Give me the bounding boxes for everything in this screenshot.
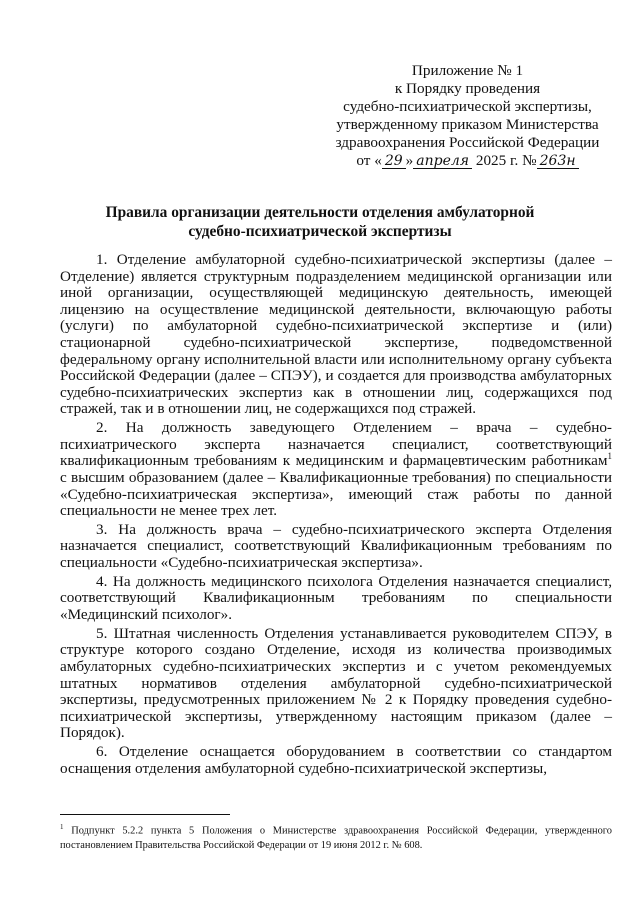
document-title [60,203,580,241]
date-mid: » [405,152,414,169]
appendix-reference-line5: здравоохранения Российской Федерации [335,134,600,151]
footnote-marker: 1 [60,823,64,831]
paragraph-1: 1. Отделение амбулаторной судебно-психиатрической экспертизы (далее – Отделение) является структурным подразделением медицинской организации или иной организации, осуществляющей медицинскую деятельность, имеющей лицензию на осуществление медицинской деятельности, включающую работы (услуги) по амбулаторной судебно-психиатрической экспертизе и (или) стационарной судебно-психиатрической экспертизе, подведомственной федеральному органу исполнительной власти или исполнительному органу субъекта Российской Федерации (далее – СПЭУ), и создается для производства амбулаторных судебно-психиатрических экспертиз как в отношении лиц, содержащихся под стражей, так и в отношении лиц, не содержащихся под стражей. [60,251,612,418]
appendix-reference-line4: утвержденному приказом Министерства [336,116,599,133]
footnote-reference: 1 [607,451,612,462]
handwritten-day: 29 [382,154,406,169]
footnote-text: Подпункт 5.2.2 пункта 5 Положения о Министерстве здравоохранения Российской Федерации, утвержденного постановлением Правительства Российской Федерации от 19 июня 2012 г. № 608. [60,825,612,852]
appendix-reference: к Порядку проведения [394,80,541,97]
paragraph-6: 6. Отделение оснащается оборудованием в соответствии со стандартом оснащения отделения амбулаторной судебно-психиатрической экспертизы, [60,743,612,777]
date-year: 2025 г. № [475,152,537,169]
handwritten-month: апреля [413,154,472,169]
appendix-reference-line3: судебно-психиатрической экспертизы, [343,98,592,115]
paragraph-2 [60,420,612,520]
date-prefix: от « [356,152,382,169]
handwritten-order-number: 263н [537,154,579,169]
paragraph-2-text-end: с высшим образованием (далее – Квалификационные требования) по специальности «Судебно-психиатрическая экспертиза», имеющий стаж работы по данной специальности не менее трех лет. [60,468,612,520]
footnote [60,820,612,853]
appendix-number: Приложение № 1 [411,62,524,79]
paragraph-5: 5. Штатная численность Отделения устанавливается руководителем СПЭУ, в структуре которого создано Отделение, исходя из количества производимых амбулаторных судебно-психиатрических экспертиз и с учетом рекомендуемых штатных нормативов отделения амбулаторной судебно-психиатрической экспертизы, предусмотренных приложением № 2 к Порядку проведения судебно-психиатрической экспертизы, утвержденному настоящим приказом (далее – Порядок). [60,624,612,742]
order-date-line [330,152,605,170]
title-line-2: судебно-психиатрической экспертизы [188,223,452,240]
footnote-divider [60,814,230,815]
paragraph-3: 3. На должность врача – судебно-психиатрического эксперта Отделения назначается специалист, соответствующий Квалификационным требованиям по специальности «Судебно-психиатрическая экспертиза». [60,520,612,572]
title-line-1: Правила организации деятельности отделения амбулаторной [105,204,535,221]
paragraph-2-text: 2. На должность заведующего Отделением – врача – судебно-психиатрического эксперта назначается специалист, соответствующий квалификационным требованиям к медицинским и фармацевтическим работникам [60,419,612,470]
document-body [60,252,612,780]
appendix-header [330,62,605,170]
paragraph-4: 4. На должность медицинского психолога Отделения назначается специалист, соответствующий Квалификационным требованиям по специальности «Медицинский психолог». [60,572,612,624]
